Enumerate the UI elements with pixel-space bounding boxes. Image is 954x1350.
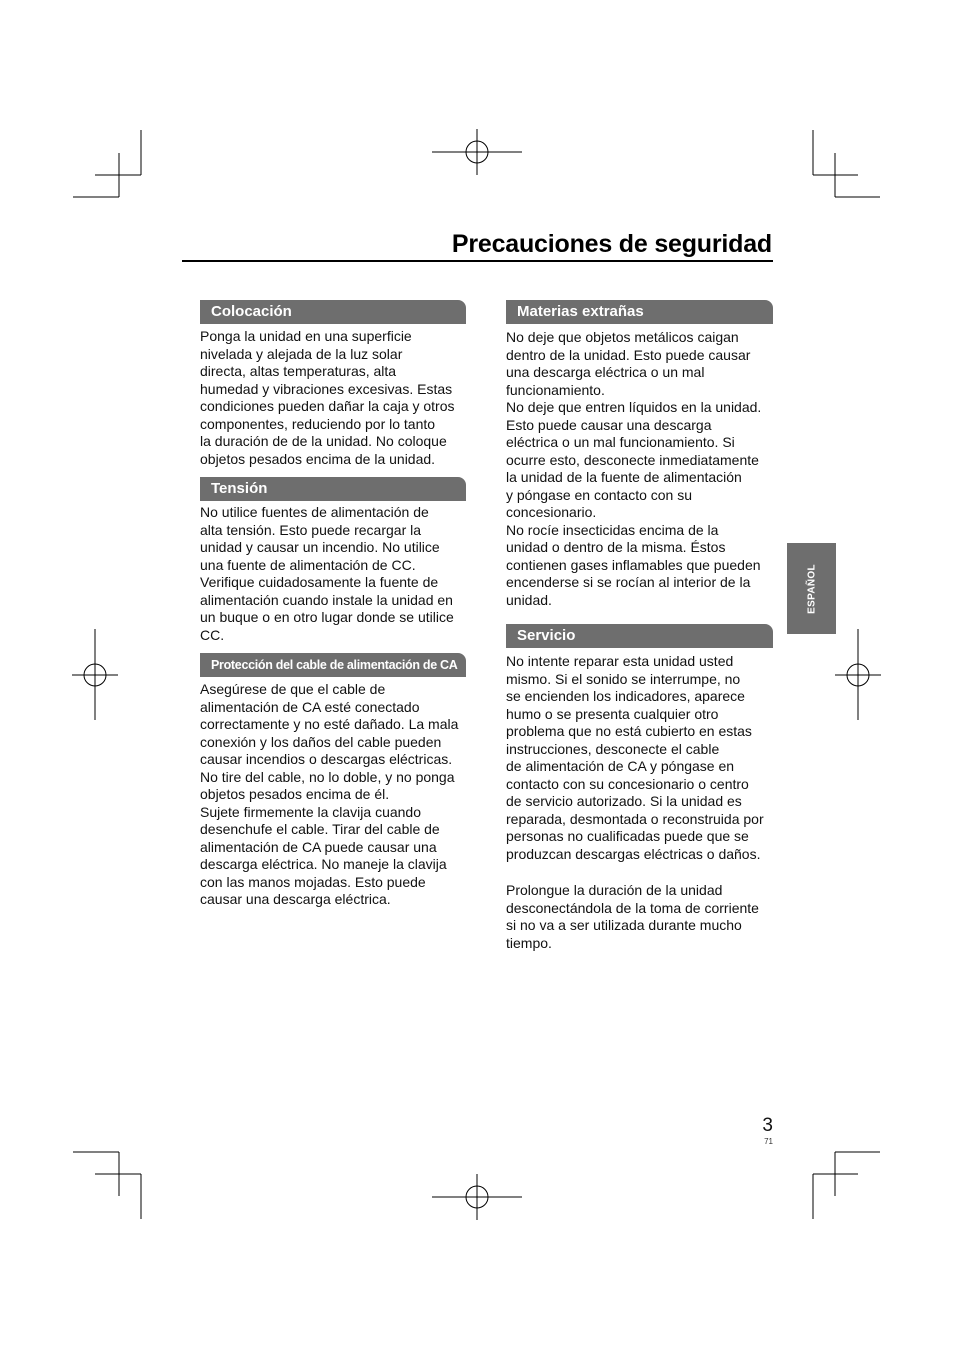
- page-number: 3: [762, 1115, 773, 1136]
- section-heading-materias: Materias extrañas: [506, 300, 773, 324]
- section-heading-tension: Tensión: [200, 477, 466, 501]
- section-text-servicio: No intente reparar esta unidad usted mismo. Si el sonido se interrumpe, no se encienden los indicadores, aparece humo o se presenta cualquier otro problema que no está cubierto en estas instrucciones, desconecte el cable de alimentación de CA y póngase en contacto con su concesionario o centro de servicio autorizado. Si la unidad es reparada, desmontada o reconstruida por personas no cualificadas puede que se produzcan descargas eléctricas o daños.: [506, 653, 764, 862]
- page-number-secondary: 71: [764, 1137, 773, 1146]
- section-text-colocacion: Ponga la unidad en una superficie nivelada y alejada de la luz solar directa, altas temperaturas, alta humedad y vibraciones excesivas. Estas condiciones pueden dañar la caja y otros componentes, reduciendo por lo tanto la duración de de la unidad. No coloque objetos pesados encima de la unidad.: [200, 328, 455, 467]
- section-heading-colocacion: Colocación: [200, 300, 466, 324]
- section-text-materias: No deje que objetos metálicos caigan dentro de la unidad. Esto puede causar una descarga eléctrica o un mal funcionamiento. No deje que entren líquidos en la unidad. Esto puede causar una descarga eléctrica o un mal funcionamiento. Si ocurre esto, desconecte inmediatamente la unidad de la fuente de alimentación y póngase en contacto con su concesionario. No rocíe insecticidas encima de la unidad o dentro de la misma. Éstos contienen gases inflamables que pueden encenderse si se rocían al interior de la unidad.: [506, 329, 762, 608]
- section-text-servicio-extra: Prolongue la duración de la unidad desconectándola de la toma de corriente si no va a ser utilizada durante mucho tiempo.: [506, 882, 759, 951]
- page-title: Precauciones de seguridad: [451, 230, 772, 258]
- section-heading-cable: Protección del cable de alimentación de CA: [200, 653, 466, 677]
- language-tab-label: ESPAÑOL: [806, 563, 817, 614]
- section-heading-servicio: Servicio: [506, 624, 773, 648]
- section-text-tension: No utilice fuentes de alimentación de alta tensión. Esto puede recargar la unidad y causar un incendio. No utilice una fuente de alimentación de CC. Verifique cuidadosamente la fuente de alimentación cuando instale la unidad en un buque o en otro lugar donde se utilice CC.: [200, 504, 454, 643]
- language-tab: [787, 543, 836, 634]
- title-rule: [182, 260, 773, 262]
- section-text-cable: Asegúrese de que el cable de alimentación de CA esté conectado correctamente y no esté dañado. La mala conexión y los daños del cable pueden causar incendios o descargas eléctricas. No tire del cable, no lo doble, y no ponga objetos pesados encima de él. Sujete firmemente la clavija cuando desenchufe el cable. Tirar del cable de alimentación de CA puede causar una descarga eléctrica. No maneje la clavija con las manos mojadas. Esto puede causar una descarga eléctrica.: [200, 681, 459, 907]
